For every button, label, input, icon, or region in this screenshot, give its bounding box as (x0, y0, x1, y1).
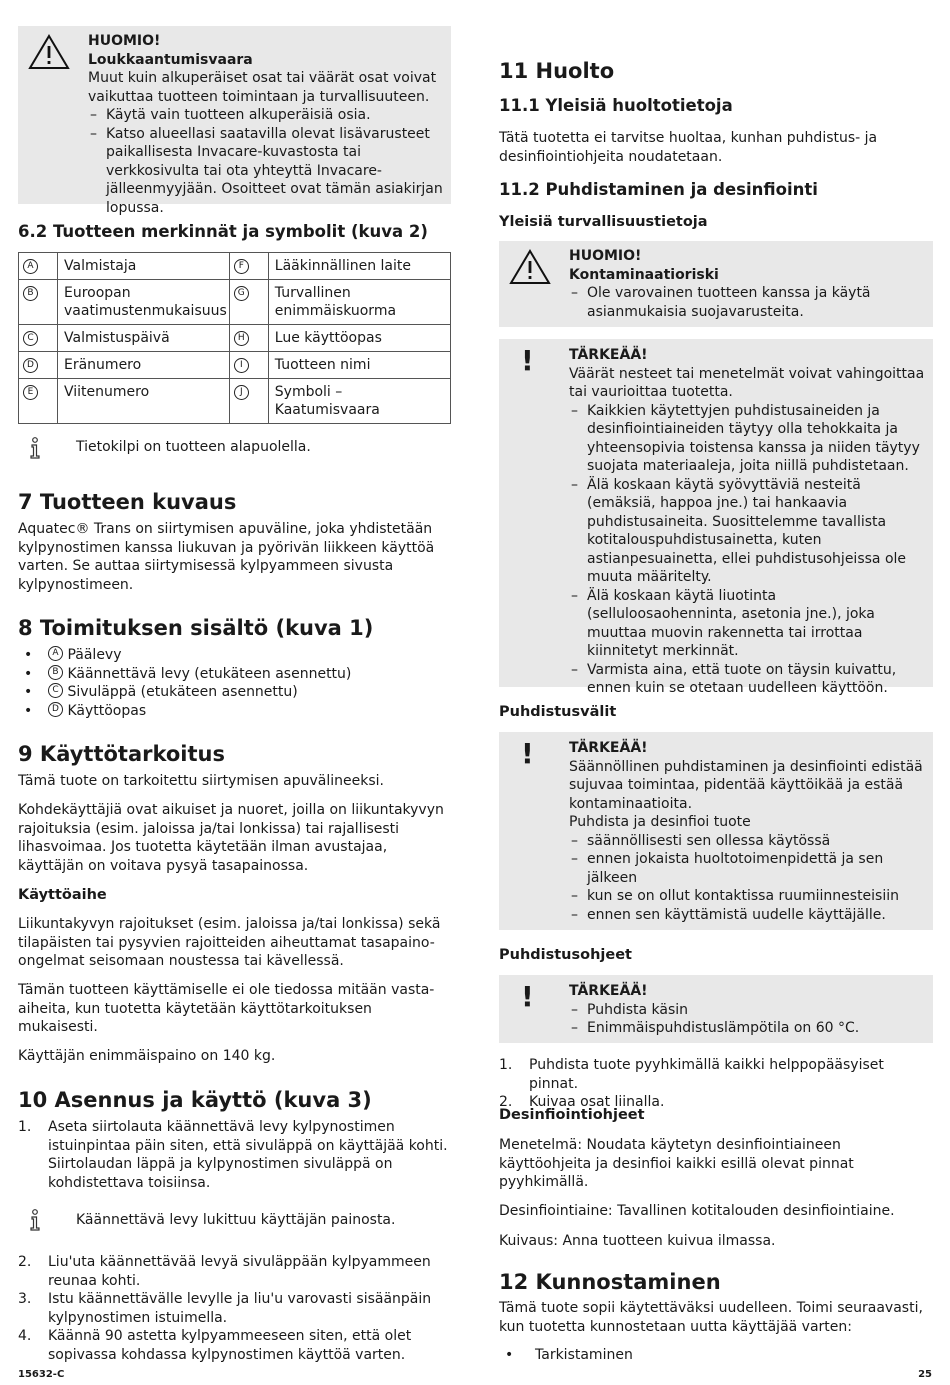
symbol-letter: I (234, 358, 249, 373)
section-heading-6-2: 6.2 Tuotteen merkinnät ja symbolit (kuva 2) (18, 222, 428, 241)
exclamation-icon: ! (521, 737, 534, 770)
instructions-subheading: Puhdistusohjeet (499, 947, 632, 963)
step-3: 3. Istu käännettävälle levylle ja liu'u varovasti sisäänpäin kylpynostimen istuimella. (18, 1291, 432, 1326)
list-item: • A Päälevy (24, 647, 122, 663)
section-9-p2: Kohdekäyttäjiä ovat aikuiset ja nuoret, joilla on liikuntakyvyn rajoituksia (esim. jaloissa ja/tai lonkissa) tai rajallisesti lihasvoimaa. Jos tuotetta käytetään ilman avustajaa, käyttäjän on voitava pysyä tasapainossa. (18, 802, 444, 874)
safety-subheading: Yleisiä turvallisuustietoja (499, 214, 708, 230)
symbol-meaning: Turvallinen enimmäiskuormа (274, 285, 397, 319)
list-item: • B Käännettävä levy (etukäteen asennettu) (24, 665, 352, 682)
step-1: 1. Puhdista tuote pyyhkimällä kaikki helppopääsyiset pinnat. (499, 1057, 884, 1092)
important-list-item: – Älä koskaan käytä syövyttäviä nesteitä (emäksiä, happoa jne.) tai hankaavia puhdistusaineita. Suosittelemme tavallista kotitalouspuhdistusainetta, kuten astianpesuainetta, ellei puhdistusohjeissa ole muuta määritelty. (571, 476, 907, 585)
steps-list (18, 1253, 451, 1364)
section-12-text: Tämä tuote sopii käytettäväksi uudelleen. Toimi seuraavasti, kun tuotetta kunnostetaan uutta käyttäjää varten: (499, 1300, 923, 1335)
symbol-letter: F (234, 259, 249, 274)
section-heading-8: 8 Toimituksen sisältö (kuva 1) (18, 616, 374, 640)
warning-label: HUOMIO! (88, 33, 161, 49)
important-list-item: – ennen jokaista huoltotoimenpidettä ja sen jälkeen (571, 851, 884, 886)
list-item: • C Sivuläppä (etukäteen asennettu) (24, 684, 298, 700)
important-box: ! TÄRKEÄÄ! Väärät nesteet tai menetelmät voivat vahingoittaa tai vaurioittaa tuotetta. – Kaikkien käytettyjen puhdistusaineiden ja desinfiointiaineiden täytyy olla tehokkaita ja yhteensopivia toistensa kanssa ja niiden täytyy suojata materiaaleja, joita niillä puhdistetaan. – Älä koskaan käytä syövyttäviä nesteitä (emäksiä, happoa jne.) tai hankaavia puhdistusaineita. Suosittelemme tavallista kotitalouspuhdistusainetta, kuten astianpesuainetta, ellei puhdistusohjeissa ole muuta määritelty. – Älä koskaan käytä liuotinta (selluloosaohenninta, asetonia jne.), joka muuttaa muovin rakennetta tai irrottaa kiinnitetyt merkinnät. – Varmista aina, että tuote on täysin kuivattu, ennen kuin se otetaan uudelleen käyttöön. (499, 339, 933, 687)
step-2: 2. Kuivaa osat liinalla. (499, 1094, 665, 1110)
symbol-letter: G (234, 286, 249, 301)
section-heading-11-2: 11.2 Puhdistaminen ja desinfiointi (499, 180, 818, 199)
symbol-meaning: Euroopan vaatimustenmukaisuus (64, 285, 227, 319)
important-list-item: – ennen sen käyttämistä uudelle käyttäjälle. (571, 906, 886, 923)
symbols-row (19, 253, 451, 280)
section-9-subheading: Käyttöaihe (18, 887, 107, 903)
disinfection-subheading: Desinfiointiohjeet (499, 1107, 645, 1123)
section-heading-12: 12 Kunnostaminen (499, 1270, 721, 1294)
delivery-list (18, 646, 451, 720)
step-2: 2. Liu'uta käännettävää levyä sivuläppään kylpyammeen reunaa kohti. (18, 1254, 431, 1289)
symbol-letter: J (234, 385, 249, 400)
info-icon (18, 437, 76, 465)
symbol-letter: C (23, 331, 38, 346)
important-list-item: – säännöllisesti sen ollessa käytössä (571, 832, 831, 849)
important-box: ! TÄRKEÄÄ! – Puhdista käsin – Enimmäispuhdistuslämpötila on 60 °C. (499, 975, 933, 1043)
section-heading-11: 11 Huolto (499, 59, 615, 83)
symbol-meaning: Valmistuspäivä (64, 330, 170, 346)
info-note: Käännettävä levy lukittuu käyttäjän painosta. (18, 1209, 451, 1237)
warning-list-item: – Käytä vain tuotteen alkuperäisiä osia. (90, 107, 371, 123)
important-list-item: – Enimmäispuhdistuslämpötila on 60 °C. (571, 1020, 860, 1036)
warning-triangle-icon (28, 34, 70, 76)
important-list-item: – Älä koskaan käytä liuotinta (selluloosaohenninta, asetonia jne.), joka muuttaa muovin rakennetta tai irrottaa kiinnitetyt merkinnät. (571, 587, 875, 659)
exclamation-icon: ! (521, 980, 534, 1013)
info-note: Tietokilpi on tuotteen alapuolella. (18, 437, 451, 465)
warning-list-item: – Katso alueellasi saatavilla olevat lisävarusteet paikallisesta Invacare-kuvastosta tai verkkosivulta tai ota yhteyttä Invacare-jälleenmyyjään. Osoitteet ovat tämän asiakirjan lopussa. (90, 125, 443, 216)
symbol-meaning: Symboli – Kaatumisvaara (274, 384, 380, 418)
caution-list-item: – Ole varovainen tuotteen kanssa ja käytä asianmukaisia suojavarusteita. (571, 285, 871, 320)
section-7-text: Aquatec® Trans on siirtymisen apuväline, joka yhdistetään kylpynostimen kanssa liukuvan ja pyörivän liikkeen käyttöä varten. Se auttaa siirtymisessä kylpyammeen sivusta kylpynostimeen. (18, 521, 435, 593)
disinfection-agent: Desinfiointiaine: Tavallinen kotitalouden desinfiointiaine. (499, 1203, 895, 1219)
drying: Kuivaus: Anna tuotteen kuivua ilmassa. (499, 1233, 776, 1249)
step-1: 1. Aseta siirtolauta käännettävä levy kylpynostimen istuinpintaa päin siten, että sivuläppä on käyttäjää kohti. Siirtolaudan läppä ja kylpynostimen sivuläppä on kohdistettava toisiinsa. (18, 1119, 448, 1191)
symbols-table (18, 252, 451, 424)
symbol-letter: A (23, 259, 38, 274)
symbol-meaning: Lue käyttöopas (274, 330, 382, 346)
warning-title: Loukkaantumisvaara (88, 51, 253, 68)
symbol-letter: H (234, 331, 249, 346)
step-4: 4. Käännä 90 astetta kylpyammeeseen siten, että olet sopivassa kohdassa kylpynostimen käyttöä varten. (18, 1328, 412, 1363)
important-list-item: – Kaikkien käytettyjen puhdistusaineiden ja desinfiointiaineiden täytyy olla tehokkaita ja yhteensopivia toistensa kanssa ja niiden täytyy suojata materiaaleja, joita niillä puhdistetaan. (571, 402, 920, 474)
symbols-row (19, 280, 451, 325)
important-list-item: – Puhdista käsin (571, 1001, 689, 1018)
list-item: • Tarkistaminen (505, 1347, 633, 1363)
section-9-p3: Liikuntakyvyn rajoitukset (esim. jaloissa ja/tai lonkissa) sekä tilapäisten tai pysyvien rajoitteiden aiheuttamat tasapaino-ongelmat seisomaan noustessa tai kävellessä. (18, 916, 441, 969)
warning-box (18, 26, 451, 216)
footer-doc-number: 15632-C (18, 1369, 65, 1380)
important-box: ! TÄRKEÄÄ! Säännöllinen puhdistaminen ja desinfiointi edistää sujuvaa toimintaa, pidentää käyttöikää ja estää kontaminaatioita. Puhdista ja desinfioi tuote – säännöllisesti sen ollessa käytössä – ennen jokaista huoltotoimenpidettä ja sen jälkeen – kun se on ollut kontaktissa ruumiinnesteisiin – ennen sen käyttämistä uudelle käyttäjälle. (499, 732, 933, 930)
section-heading-10: 10 Asennus ja käyttö (kuva 3) (18, 1088, 372, 1112)
warning-text: Muut kuin alkuperäiset osat tai väärät osat voivat vaikuttaa tuotteen toimintaan ja turvallisuuteen. (88, 70, 437, 105)
intervals-subheading: Puhdistusvälit (499, 704, 617, 720)
symbol-letter: B (23, 286, 38, 301)
section-heading-11-1: 11.1 Yleisiä huoltotietoja (499, 96, 733, 115)
important-list-item: – Varmista aina, että tuote on täysin kuivattu, ennen kuin se otetaan uudelleen käyttöön. (571, 661, 897, 696)
symbol-letter: E (23, 385, 38, 400)
section-11-1-text: Tätä tuotetta ei tarvitse huoltaa, kunhan puhdistus- ja desinfiointiohjeita noudatetaan. (499, 130, 878, 165)
symbol-meaning: Eränumero (64, 357, 142, 373)
section-9-p4: Tämän tuotteen käyttämiselle ei ole tiedossa mitään vasta-aiheita, kun tuotetta käytetään käyttötarkoituksen mukaisesti. (18, 982, 435, 1035)
warning-triangle-icon (509, 249, 551, 291)
list-item: • D Käyttöopas (24, 702, 147, 719)
exclamation-icon: ! (521, 344, 534, 377)
cleaning-steps (499, 1056, 933, 1112)
section-9-p5: Käyttäjän enimmäispaino on 140 kg. (18, 1048, 276, 1064)
symbols-row (19, 379, 451, 424)
symbol-meaning: Viitenumero (64, 384, 150, 400)
symbol-meaning: Valmistaja (64, 258, 137, 274)
footer-page-number: 25 (918, 1369, 932, 1380)
important-list-item: – kun se on ollut kontaktissa ruumiinnesteisiin (571, 888, 900, 904)
symbol-meaning: Tuotteen nimi (274, 357, 371, 373)
section-9-p1: Tämä tuote on tarkoitettu siirtymisen apuvälineeksi. (18, 773, 385, 789)
symbol-meaning: Lääkinnällinen laite (274, 258, 412, 274)
symbols-row (19, 325, 451, 352)
symbols-row (19, 352, 451, 379)
caution-box: HUOMIO! Kontaminaatioriski – Ole varovainen tuotteen kanssa ja käytä asianmukaisia suojavarusteita. (499, 241, 933, 327)
section-heading-7: 7 Tuotteen kuvaus (18, 490, 237, 514)
section-heading-9: 9 Käyttötarkoitus (18, 742, 225, 766)
info-icon (18, 1209, 76, 1237)
disinfection-method: Menetelmä: Noudata käytetyn desinfiointiaineen käyttöohjeita ja desinfioi kaikki esillä olevat pinnat pyyhkimällä. (499, 1137, 854, 1190)
symbol-letter: D (23, 358, 38, 373)
